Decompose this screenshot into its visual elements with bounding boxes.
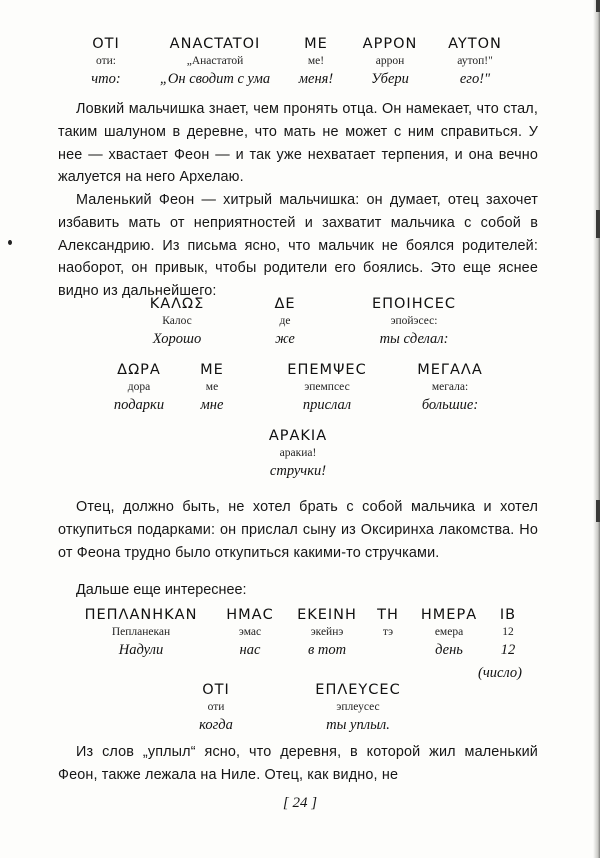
gloss-word [66, 607, 216, 659]
greek-word: ΕΠΛΕΥCΕC [315, 682, 401, 698]
transliteration: Пепланекан [111, 626, 171, 638]
russian-translation: в тот [307, 642, 347, 658]
transliteration: аутоп!" [457, 55, 493, 67]
transliteration: 12 [502, 626, 514, 638]
transliteration: оти: [96, 55, 116, 67]
gloss-word [488, 607, 528, 659]
transliteration: аракиа! [279, 447, 317, 459]
transliteration: Калос [162, 315, 192, 327]
transliteration: мегала: [431, 381, 469, 393]
transliteration: „Анастатой [186, 55, 244, 67]
russian-translation: подарки [113, 397, 165, 413]
paragraph: Из слов „уплыл“ ясно, что деревня, в которой жил маленький Феон, также лежала на Ниле. Отец, как видно, не [58, 744, 538, 783]
russian-translation: ты сделал: [379, 331, 449, 347]
page-number: [ 24 ] [282, 795, 318, 811]
paragraph: Маленький Феон — хитрый мальчишка: он думает, отец захочет избавить мать от неприятностей и захватит мальчика с собой в Александрию. Из письма ясно, что мальчик не боялся родителей: наоборот, он привык, чтобы родители его боялись. Это еще яснее видно из дальнейшего: [58, 192, 538, 300]
transliteration: эплеусес [336, 701, 380, 713]
gloss-word [188, 362, 236, 414]
gloss-word [100, 362, 178, 414]
greek-word: ΑΡΑΚΙΑ [268, 428, 328, 444]
russian-translation: (число) [477, 665, 522, 681]
binding-mark [596, 0, 600, 12]
greek-word: ΚΑΛΩΣ [149, 296, 205, 312]
russian-translation: Убери [371, 71, 409, 87]
paragraph: Отец, должно быть, не хотел брать с собой мальчика и хотел откупиться подарками: он прислал сыну из Оксиринха лакомства. Но от Феона трудно было откупиться какими-то стручками. [58, 499, 538, 561]
ink-speck [8, 240, 12, 245]
transliteration: эпойэсес: [390, 315, 438, 327]
gloss-word [262, 296, 308, 348]
greek-word: ME [304, 36, 328, 52]
transliteration: эмас [238, 626, 262, 638]
russian-translation: его!" [459, 71, 491, 87]
greek-word: ΗΜΑC [226, 607, 274, 623]
greek-word: ΔΩΡΑ [117, 362, 161, 378]
paragraph: Дальше еще интереснее: [76, 582, 247, 598]
gloss-word [272, 362, 382, 414]
gloss-word [356, 296, 472, 348]
russian-translation: что: [91, 71, 121, 87]
greek-word: OTI [92, 36, 120, 52]
greek-word: ΕΠΟΙΗCΕC [371, 296, 457, 312]
gloss-word [400, 362, 500, 414]
greek-word: ΗΜΕΡΑ [420, 607, 478, 623]
gloss-word [286, 607, 368, 659]
transliteration: ме [205, 381, 219, 393]
greek-word: ΤΗ [377, 607, 399, 623]
russian-translation: же [275, 331, 295, 347]
greek-word: ΠΕΠΛΑΝΗΚΑΝ [84, 607, 198, 623]
transliteration: де [279, 315, 291, 327]
russian-translation: большие: [421, 397, 479, 413]
gloss-word [352, 36, 428, 88]
russian-translation: меня! [298, 71, 334, 87]
gloss-word [300, 682, 416, 734]
russian-translation: когда [199, 717, 233, 733]
gloss-note [462, 664, 538, 682]
russian-translation: „Он сводит с ума [159, 71, 271, 87]
greek-word: ΟΤΙ [202, 682, 230, 698]
russian-translation: мне [200, 397, 224, 413]
greek-word: ΔΕ [274, 296, 296, 312]
russian-translation: ты уплыл. [326, 717, 390, 733]
greek-word: ΕΠΕΜΨΕC [287, 362, 367, 378]
russian-translation: прислал [302, 397, 352, 413]
russian-translation: Надули [118, 642, 164, 658]
gloss-word [290, 36, 342, 88]
gloss-word [438, 36, 512, 88]
greek-word: APPON [362, 36, 418, 52]
greek-word: ΕΚΕΙΝΗ [297, 607, 357, 623]
gloss-word [218, 607, 282, 659]
gloss-word [248, 428, 348, 480]
transliteration: дора [127, 381, 151, 393]
gloss-word [410, 607, 488, 659]
greek-word: ANACTATOI [169, 36, 261, 52]
transliteration: ме! [307, 55, 325, 67]
transliteration: аррон [375, 55, 405, 67]
russian-translation: нас [239, 642, 261, 658]
gloss-word [176, 682, 256, 734]
gloss-word [370, 607, 406, 641]
gloss-word [145, 36, 285, 88]
transliteration: эпемпсес [304, 381, 350, 393]
gloss-word [137, 296, 217, 348]
russian-translation: день [435, 642, 463, 658]
gloss-word [66, 36, 146, 88]
greek-word: ΙΒ [499, 607, 517, 623]
greek-word: AYTON [448, 36, 502, 52]
transliteration: экейнэ [310, 626, 344, 638]
russian-translation: Хорошо [152, 331, 202, 347]
greek-word: ΜΕ [200, 362, 224, 378]
russian-translation: стручки! [269, 463, 327, 479]
transliteration: емера [434, 626, 464, 638]
paragraph: Ловкий мальчишка знает, чем пронять отца. Он намекает, что стал, таким шалуном в деревне, что мать не может с ним справиться. У нее — хвастает Феон — и так уже нехватает терпения, и она вечно жалуется на него Архелаю. [58, 101, 538, 186]
transliteration: тэ [382, 626, 394, 638]
greek-word: ΜΕΓΑΛΑ [417, 362, 483, 378]
russian-translation: 12 [500, 642, 516, 658]
transliteration: оти [207, 701, 225, 713]
binding-mark [596, 210, 600, 238]
